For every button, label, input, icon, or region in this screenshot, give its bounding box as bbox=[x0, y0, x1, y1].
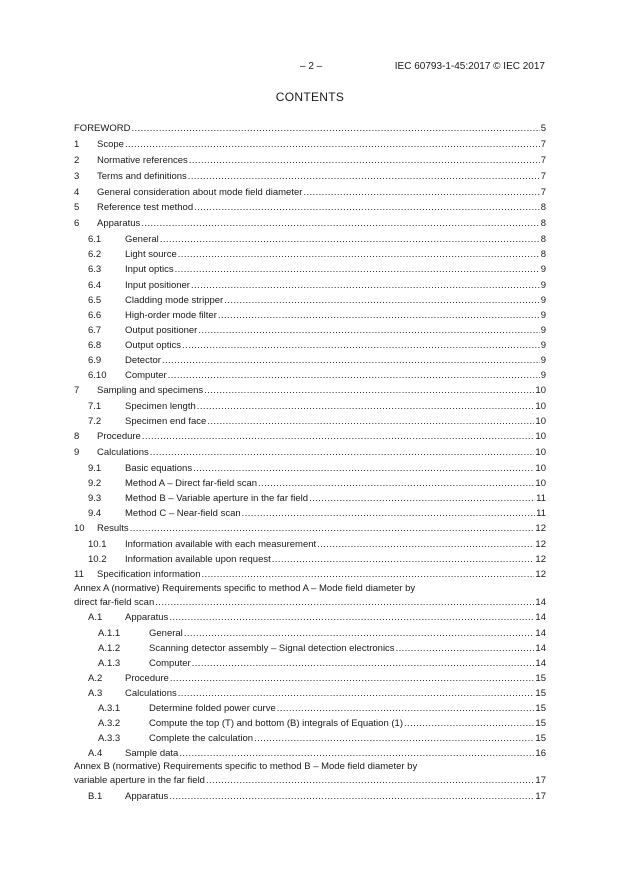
toc-entry-title: Apparatus bbox=[125, 790, 169, 802]
dot-leader bbox=[396, 641, 535, 656]
toc-entry[interactable] bbox=[74, 278, 546, 293]
toc-entry-page: 10 bbox=[535, 463, 546, 475]
dot-leader bbox=[224, 293, 539, 308]
toc-entry-title: direct far-field scan bbox=[74, 597, 155, 609]
dot-leader bbox=[141, 216, 539, 232]
toc-entry-page: 10 bbox=[535, 478, 546, 490]
standard-reference: IEC 60793-1-45:2017 © IEC 2017 bbox=[394, 61, 545, 72]
toc-entry-number: 11 bbox=[74, 569, 84, 581]
toc-entry-page: 16 bbox=[535, 748, 546, 760]
toc-entry-page: 15 bbox=[535, 733, 546, 745]
toc-entry-number: 6.4 bbox=[88, 279, 102, 291]
page-title: CONTENTS bbox=[275, 90, 345, 104]
toc-entry[interactable] bbox=[74, 610, 546, 625]
toc-entry[interactable] bbox=[74, 169, 546, 185]
toc-entry-title: Compute the top (T) and bottom (B) integrals of Equation (1) bbox=[149, 718, 403, 730]
toc-entry-page: 9 bbox=[540, 309, 546, 321]
toc-entry-page: 12 bbox=[535, 569, 546, 581]
toc-entry[interactable] bbox=[74, 701, 546, 716]
dot-leader bbox=[170, 671, 535, 686]
toc-entry-page: 11 bbox=[536, 508, 546, 520]
toc-entry[interactable] bbox=[74, 232, 546, 247]
dot-leader bbox=[178, 686, 535, 701]
toc-entry-page: 7 bbox=[540, 186, 546, 198]
toc-entry-title: Apparatus bbox=[97, 218, 141, 230]
toc-entry-number: 6 bbox=[74, 218, 80, 230]
toc-entry[interactable] bbox=[74, 567, 546, 583]
toc-entry-title: Calculations bbox=[97, 447, 149, 459]
toc-entry-page: 17 bbox=[535, 775, 546, 787]
toc-entry[interactable] bbox=[74, 506, 546, 521]
page-number: – 2 – bbox=[300, 61, 323, 72]
toc-entry-title: Information available with each measurement bbox=[125, 539, 317, 551]
toc-entry-number: A.1.2 bbox=[98, 642, 121, 654]
toc-entry[interactable] bbox=[74, 461, 546, 476]
dot-leader bbox=[184, 626, 535, 641]
toc-entry-number: A.1 bbox=[88, 612, 103, 624]
toc-entry-title: Specimen length bbox=[125, 401, 196, 413]
toc-entry-title: Method A – Direct far-field scan bbox=[125, 478, 258, 490]
toc-entry[interactable] bbox=[74, 626, 546, 641]
toc-entry-number: 6.10 bbox=[88, 370, 107, 382]
toc-entry-title: General bbox=[125, 234, 159, 246]
toc-entry-number: 7.1 bbox=[88, 401, 102, 413]
toc-entry-title: Procedure bbox=[97, 431, 141, 443]
toc-entry-page: 14 bbox=[535, 627, 546, 639]
toc-entry[interactable] bbox=[74, 216, 546, 232]
dot-leader bbox=[150, 445, 535, 461]
toc-entry-page: 14 bbox=[535, 657, 546, 669]
toc-entry-title: Results bbox=[97, 523, 129, 535]
toc-entry[interactable] bbox=[74, 789, 546, 804]
toc-entry-number: 5 bbox=[74, 202, 80, 214]
dot-leader bbox=[192, 656, 535, 671]
toc-entry-page: 10 bbox=[535, 431, 546, 443]
dot-leader bbox=[125, 137, 540, 153]
dot-leader bbox=[207, 414, 534, 429]
toc-entry-number: B.1 bbox=[88, 790, 103, 802]
dot-leader bbox=[218, 308, 540, 323]
toc-entry-number: 9.1 bbox=[88, 463, 102, 475]
toc-entry[interactable] bbox=[74, 491, 546, 506]
toc-entry-page: 7 bbox=[540, 138, 546, 150]
toc-entry-title: Annex B (normative) Requirements specific to method B – Mode field diameter by bbox=[74, 761, 418, 773]
toc-entry-page: 8 bbox=[540, 249, 546, 261]
dot-leader bbox=[202, 567, 535, 583]
dot-leader bbox=[189, 153, 540, 169]
toc-entry[interactable] bbox=[74, 656, 546, 671]
toc-entry[interactable] bbox=[74, 731, 546, 746]
toc-entry-title: Basic equations bbox=[125, 463, 193, 475]
toc-entry-title: Specification information bbox=[97, 569, 201, 581]
toc-entry-number: 7.2 bbox=[88, 416, 102, 428]
dot-leader bbox=[272, 552, 535, 567]
dot-leader bbox=[175, 262, 540, 277]
toc-entry[interactable] bbox=[74, 153, 546, 169]
dot-leader bbox=[309, 491, 535, 506]
dot-leader bbox=[317, 537, 534, 552]
toc-entry-number: 9.3 bbox=[88, 493, 102, 505]
toc-entry[interactable] bbox=[74, 537, 546, 552]
toc-entry-number: 6.6 bbox=[88, 309, 102, 321]
toc-entry[interactable] bbox=[74, 476, 546, 491]
toc-entry-page: 10 bbox=[535, 416, 546, 428]
toc-entry[interactable] bbox=[74, 137, 546, 153]
toc-entry-number: 1 bbox=[74, 138, 80, 150]
toc-entry-number: 8 bbox=[74, 431, 80, 443]
toc-entry-number: 6.7 bbox=[88, 324, 102, 336]
toc-entry-title: Computer bbox=[149, 657, 191, 669]
toc-entry-title: Complete the calculation bbox=[149, 733, 254, 745]
toc-entry-number: 6.8 bbox=[88, 339, 102, 351]
dot-leader bbox=[242, 506, 535, 521]
toc-entry[interactable] bbox=[74, 338, 546, 353]
toc-entry-number: A.4 bbox=[88, 748, 103, 760]
dot-leader bbox=[160, 232, 540, 247]
dot-leader bbox=[182, 338, 540, 353]
toc-entry-page: 9 bbox=[540, 279, 546, 291]
toc-entry-page: 8 bbox=[540, 218, 546, 230]
toc-entry[interactable] bbox=[74, 399, 546, 414]
dot-leader bbox=[162, 353, 540, 368]
toc-entry-title: Normative references bbox=[97, 154, 188, 166]
toc-entry-number: A.3.3 bbox=[98, 733, 121, 745]
toc-entry[interactable] bbox=[74, 746, 546, 761]
dot-leader bbox=[258, 476, 534, 491]
dot-leader bbox=[191, 278, 540, 293]
toc-entry-page: 10 bbox=[535, 447, 546, 459]
toc-entry[interactable] bbox=[74, 716, 546, 731]
toc-entry[interactable] bbox=[74, 414, 546, 429]
toc-entry-page: 8 bbox=[540, 202, 546, 214]
toc-entry-page: 14 bbox=[535, 642, 546, 654]
toc-entry-title: Terms and definitions bbox=[97, 170, 187, 182]
dot-leader bbox=[178, 247, 540, 262]
dot-leader bbox=[155, 595, 534, 610]
toc-entry-page: 17 bbox=[535, 790, 546, 802]
toc-entry-page: 15 bbox=[535, 718, 546, 730]
dot-leader bbox=[168, 368, 540, 383]
toc-entry-page: 8 bbox=[540, 234, 546, 246]
dot-leader bbox=[193, 461, 534, 476]
toc-entry-title: Detector bbox=[125, 354, 161, 366]
toc-entry-page: 10 bbox=[535, 401, 546, 413]
toc-entry-title: Output optics bbox=[125, 339, 181, 351]
toc-entry-number: 10.1 bbox=[88, 539, 107, 551]
toc-entry-number: A.3.2 bbox=[98, 718, 121, 730]
toc-entry[interactable] bbox=[74, 353, 546, 368]
toc-entry[interactable] bbox=[74, 383, 546, 399]
toc-entry-title: Method B – Variable aperture in the far field bbox=[125, 493, 309, 505]
dot-leader bbox=[204, 383, 534, 399]
dot-leader bbox=[198, 323, 539, 338]
toc-entry-number: 4 bbox=[74, 186, 80, 198]
toc-entry-title: Reference test method bbox=[97, 202, 194, 214]
toc-entry-number: 7 bbox=[74, 385, 80, 397]
toc-entry-number: 6.5 bbox=[88, 294, 102, 306]
toc-entry[interactable] bbox=[74, 262, 546, 277]
toc-entry-number: 6.2 bbox=[88, 249, 102, 261]
dot-leader bbox=[254, 731, 534, 746]
toc-entry-title: Computer bbox=[125, 370, 167, 382]
toc-entry-title: Sampling and specimens bbox=[97, 385, 204, 397]
toc-entry-page: 9 bbox=[540, 370, 546, 382]
toc-entry-number: A.3 bbox=[88, 687, 103, 699]
dot-leader bbox=[142, 429, 535, 445]
toc-entry-number: A.1.1 bbox=[98, 627, 121, 639]
toc-entry[interactable] bbox=[74, 121, 546, 137]
dot-leader bbox=[404, 716, 534, 731]
toc-entry[interactable] bbox=[74, 323, 546, 338]
dot-leader bbox=[277, 701, 535, 716]
toc-entry-number: 9.4 bbox=[88, 508, 102, 520]
toc-entry-title: Annex A (normative) Requirements specific to method A – Mode field diameter by bbox=[74, 583, 416, 595]
toc-entry-title: Method C – Near-field scan bbox=[125, 508, 241, 520]
toc-entry-number: 2 bbox=[74, 154, 80, 166]
toc-entry-title: Specimen end face bbox=[125, 416, 207, 428]
toc-entry-number: A.3.1 bbox=[98, 703, 121, 715]
toc-entry-number: A.2 bbox=[88, 672, 103, 684]
toc-entry-page: 11 bbox=[536, 493, 546, 505]
dot-leader bbox=[188, 169, 540, 185]
toc-entry-title: Apparatus bbox=[125, 612, 169, 624]
toc-entry-page: 15 bbox=[535, 672, 546, 684]
toc-entry-title: variable aperture in the far field bbox=[74, 775, 205, 787]
toc-entry[interactable] bbox=[74, 200, 546, 216]
toc-entry[interactable] bbox=[74, 429, 546, 445]
toc-entry-page: 5 bbox=[540, 123, 546, 134]
toc-entry[interactable] bbox=[74, 368, 546, 383]
toc-entry-title: Determine folded power curve bbox=[149, 703, 276, 715]
dot-leader bbox=[206, 773, 534, 788]
toc-entry-number: A.1.3 bbox=[98, 657, 121, 669]
toc-entry-page: 9 bbox=[540, 264, 546, 276]
toc-entry[interactable] bbox=[74, 761, 546, 788]
toc-entry-title: General consideration about mode field diameter bbox=[97, 186, 303, 198]
toc-entry-number: 9 bbox=[74, 447, 80, 459]
table-of-contents bbox=[74, 121, 546, 804]
toc-entry-page: 9 bbox=[540, 339, 546, 351]
dot-leader bbox=[194, 200, 540, 216]
toc-entry[interactable] bbox=[74, 583, 546, 610]
toc-entry-title: Input positioner bbox=[125, 279, 190, 291]
toc-entry[interactable] bbox=[74, 445, 546, 461]
toc-entry-page: 10 bbox=[535, 385, 546, 397]
toc-entry-title: Calculations bbox=[125, 687, 177, 699]
dot-leader bbox=[130, 521, 535, 537]
toc-entry-title: General bbox=[149, 627, 183, 639]
toc-entry-page: 15 bbox=[535, 703, 546, 715]
toc-entry-number: 6.3 bbox=[88, 264, 102, 276]
toc-entry-title: FOREWORD bbox=[74, 123, 131, 134]
toc-entry-page: 7 bbox=[540, 154, 546, 166]
toc-entry-title: Scanning detector assembly – Signal detection electronics bbox=[149, 642, 395, 654]
toc-entry-page: 12 bbox=[535, 523, 546, 535]
dot-leader bbox=[179, 746, 534, 761]
toc-entry-number: 6.9 bbox=[88, 354, 102, 366]
toc-entry-number: 10.2 bbox=[88, 554, 107, 566]
toc-entry-title: Input optics bbox=[125, 264, 174, 276]
toc-entry[interactable] bbox=[74, 552, 546, 567]
toc-entry-page: 9 bbox=[540, 324, 546, 336]
toc-entry[interactable] bbox=[74, 521, 546, 537]
toc-entry-number: 6.1 bbox=[88, 234, 102, 246]
dot-leader bbox=[169, 610, 534, 625]
toc-entry-title: High-order mode filter bbox=[125, 309, 217, 321]
toc-entry-page: 14 bbox=[535, 612, 546, 624]
dot-leader bbox=[131, 121, 539, 137]
toc-entry[interactable] bbox=[74, 686, 546, 701]
toc-entry-title: Sample data bbox=[125, 748, 179, 760]
toc-entry-page: 9 bbox=[540, 354, 546, 366]
toc-entry-page: 9 bbox=[540, 294, 546, 306]
toc-entry-page: 14 bbox=[535, 597, 546, 609]
toc-entry-page: 7 bbox=[540, 170, 546, 182]
toc-entry-title: Procedure bbox=[125, 672, 169, 684]
toc-entry[interactable] bbox=[74, 641, 546, 656]
toc-entry-page: 15 bbox=[535, 687, 546, 699]
toc-entry-title: Output positioner bbox=[125, 324, 198, 336]
toc-entry-page: 12 bbox=[535, 554, 546, 566]
toc-entry-number: 9.2 bbox=[88, 478, 102, 490]
toc-entry[interactable] bbox=[74, 671, 546, 686]
toc-entry-title: Scope bbox=[97, 138, 124, 150]
toc-entry[interactable] bbox=[74, 308, 546, 323]
toc-entry[interactable] bbox=[74, 247, 546, 262]
toc-entry-page: 12 bbox=[535, 539, 546, 551]
dot-leader bbox=[303, 185, 539, 201]
toc-entry[interactable] bbox=[74, 293, 546, 308]
toc-entry-number: 3 bbox=[74, 170, 80, 182]
toc-entry-title: Information available upon request bbox=[125, 554, 271, 566]
toc-entry-title: Cladding mode stripper bbox=[125, 294, 224, 306]
dot-leader bbox=[197, 399, 535, 414]
toc-entry-title: Light source bbox=[125, 249, 177, 261]
dot-leader bbox=[169, 789, 534, 804]
toc-entry-number: 10 bbox=[74, 523, 85, 535]
toc-entry[interactable] bbox=[74, 185, 546, 201]
